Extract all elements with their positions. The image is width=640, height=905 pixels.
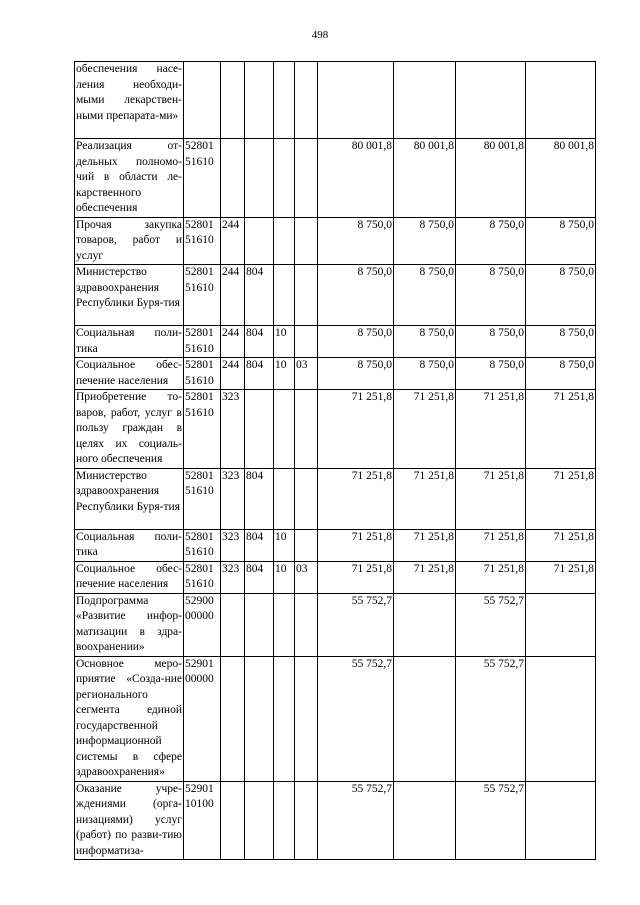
cell-sum-1: 71 251,8 — [318, 529, 394, 561]
cell-target-article: 52901 00000 — [184, 656, 221, 781]
cell-expense-type: 244 — [221, 326, 245, 358]
cell-name: Социальная поли-тика — [75, 326, 184, 358]
cell-sum-4 — [526, 656, 596, 781]
cell-administrator — [245, 139, 274, 218]
cell-sum-3 — [456, 62, 526, 139]
cell-section — [274, 390, 295, 469]
cell-expense-type: 244 — [221, 217, 245, 265]
cell-target-article: 52801 51610 — [184, 529, 221, 561]
cell-section — [274, 139, 295, 218]
cell-sum-1: 55 752,7 — [318, 593, 394, 656]
cell-sum-3: 71 251,8 — [456, 529, 526, 561]
cell-sum-1 — [318, 62, 394, 139]
table-row — [75, 656, 596, 781]
cell-sum-1: 80 001,8 — [318, 139, 394, 218]
cell-sum-3: 80 001,8 — [456, 139, 526, 218]
cell-administrator — [245, 390, 274, 469]
cell-target-article: 52801 51610 — [184, 139, 221, 218]
cell-sum-3: 55 752,7 — [456, 781, 526, 860]
cell-name: обеспечения насе-ления необходи-мыми лекарствен-ными препарата-ми» — [75, 62, 184, 139]
cell-section: 10 — [274, 358, 295, 390]
cell-sum-1: 71 251,8 — [318, 390, 394, 469]
cell-name: Реализация от-дельных полномо-чий в области ле-карственного обеспечения — [75, 139, 184, 218]
cell-sum-3: 55 752,7 — [456, 593, 526, 656]
table-row — [75, 217, 596, 265]
cell-expense-type: 244 — [221, 358, 245, 390]
cell-sum-2 — [394, 593, 456, 656]
cell-subsection — [295, 139, 318, 218]
table-row — [75, 468, 596, 529]
cell-target-article: 52801 51610 — [184, 561, 221, 593]
cell-sum-4: 8 750,0 — [526, 217, 596, 265]
cell-subsection: 03 — [295, 561, 318, 593]
cell-sum-2 — [394, 781, 456, 860]
cell-sum-1: 55 752,7 — [318, 781, 394, 860]
table-row — [75, 358, 596, 390]
table-row — [75, 139, 596, 218]
cell-sum-2 — [394, 62, 456, 139]
cell-administrator: 804 — [245, 561, 274, 593]
cell-sum-1: 55 752,7 — [318, 656, 394, 781]
cell-section — [274, 781, 295, 860]
cell-expense-type: 323 — [221, 468, 245, 529]
cell-sum-1: 8 750,0 — [318, 217, 394, 265]
cell-section: 10 — [274, 326, 295, 358]
cell-sum-2: 8 750,0 — [394, 358, 456, 390]
cell-sum-2: 71 251,8 — [394, 468, 456, 529]
cell-section: 10 — [274, 561, 295, 593]
cell-subsection — [295, 656, 318, 781]
cell-sum-2: 80 001,8 — [394, 139, 456, 218]
cell-administrator — [245, 62, 274, 139]
cell-subsection — [295, 390, 318, 469]
cell-section — [274, 217, 295, 265]
table-row — [75, 390, 596, 469]
cell-subsection — [295, 468, 318, 529]
cell-administrator — [245, 656, 274, 781]
cell-subsection — [295, 265, 318, 326]
cell-administrator — [245, 217, 274, 265]
cell-target-article: 52801 51610 — [184, 217, 221, 265]
cell-name: Приобретение то-варов, работ, услуг в пользу граждан в целях их социаль-ного обеспечения — [75, 390, 184, 469]
table-row — [75, 529, 596, 561]
page-number: 498 — [311, 29, 329, 41]
cell-subsection — [295, 62, 318, 139]
cell-name: Оказание учре-ждениями (орга-низациями) услуг (работ) по разви-тию информатиза- — [75, 781, 184, 860]
cell-sum-2: 71 251,8 — [394, 390, 456, 469]
cell-subsection: 03 — [295, 358, 318, 390]
cell-sum-3: 55 752,7 — [456, 656, 526, 781]
cell-sum-4: 71 251,8 — [526, 561, 596, 593]
cell-target-article: 52801 51610 — [184, 358, 221, 390]
cell-sum-1: 71 251,8 — [318, 468, 394, 529]
cell-subsection — [295, 217, 318, 265]
cell-sum-2: 8 750,0 — [394, 265, 456, 326]
cell-sum-1: 8 750,0 — [318, 326, 394, 358]
cell-sum-4: 8 750,0 — [526, 265, 596, 326]
cell-sum-2 — [394, 656, 456, 781]
cell-section — [274, 656, 295, 781]
cell-subsection — [295, 781, 318, 860]
table-row — [75, 593, 596, 656]
cell-name: Прочая закупка товаров, работ и услуг — [75, 217, 184, 265]
table-row — [75, 561, 596, 593]
cell-expense-type: 244 — [221, 265, 245, 326]
cell-administrator: 804 — [245, 468, 274, 529]
cell-name: Социальное обес-печение населения — [75, 561, 184, 593]
table-row — [75, 781, 596, 860]
cell-sum-4 — [526, 593, 596, 656]
cell-administrator: 804 — [245, 265, 274, 326]
cell-sum-3: 71 251,8 — [456, 561, 526, 593]
table-row — [75, 265, 596, 326]
cell-sum-3: 8 750,0 — [456, 326, 526, 358]
cell-sum-3: 71 251,8 — [456, 468, 526, 529]
cell-sum-3: 8 750,0 — [456, 217, 526, 265]
table-body — [75, 62, 596, 860]
cell-sum-3: 8 750,0 — [456, 265, 526, 326]
cell-sum-2: 71 251,8 — [394, 529, 456, 561]
cell-sum-2: 71 251,8 — [394, 561, 456, 593]
cell-sum-4: 71 251,8 — [526, 529, 596, 561]
cell-section: 10 — [274, 529, 295, 561]
cell-expense-type — [221, 139, 245, 218]
cell-name: Подпрограмма «Развитие инфор-матизации в здра-воохранении» — [75, 593, 184, 656]
cell-target-article: 52801 51610 — [184, 265, 221, 326]
cell-expense-type — [221, 62, 245, 139]
cell-administrator — [245, 593, 274, 656]
cell-expense-type: 323 — [221, 390, 245, 469]
table-row — [75, 62, 596, 139]
cell-sum-4 — [526, 62, 596, 139]
cell-sum-3: 8 750,0 — [456, 358, 526, 390]
cell-name: Основное меро-приятие «Созда-ние регионального сегмента единой государственной информационной системы в сфере здравоохранения» — [75, 656, 184, 781]
cell-name: Социальная поли-тика — [75, 529, 184, 561]
cell-target-article: 52801 51610 — [184, 468, 221, 529]
cell-target-article: 52801 51610 — [184, 326, 221, 358]
cell-section — [274, 593, 295, 656]
cell-target-article: 52801 51610 — [184, 390, 221, 469]
cell-sum-2: 8 750,0 — [394, 217, 456, 265]
cell-sum-1: 8 750,0 — [318, 265, 394, 326]
cell-section — [274, 62, 295, 139]
cell-sum-4: 71 251,8 — [526, 468, 596, 529]
budget-table — [74, 61, 596, 860]
cell-subsection — [295, 326, 318, 358]
cell-administrator: 804 — [245, 358, 274, 390]
cell-target-article: 52901 10100 — [184, 781, 221, 860]
cell-sum-4: 71 251,8 — [526, 390, 596, 469]
cell-expense-type — [221, 781, 245, 860]
cell-expense-type: 323 — [221, 529, 245, 561]
cell-expense-type — [221, 656, 245, 781]
cell-administrator: 804 — [245, 326, 274, 358]
cell-sum-1: 71 251,8 — [318, 561, 394, 593]
cell-name: Социальное обес-печение населения — [75, 358, 184, 390]
cell-target-article: 52900 00000 — [184, 593, 221, 656]
cell-name: Министерство здравоохранения Республики Буря-тия — [75, 265, 184, 326]
cell-expense-type: 323 — [221, 561, 245, 593]
table-row — [75, 326, 596, 358]
cell-administrator — [245, 781, 274, 860]
cell-subsection — [295, 529, 318, 561]
cell-sum-4: 8 750,0 — [526, 358, 596, 390]
cell-name: Министерство здравоохранения Республики Буря-тия — [75, 468, 184, 529]
cell-section — [274, 468, 295, 529]
cell-sum-1: 8 750,0 — [318, 358, 394, 390]
cell-administrator: 804 — [245, 529, 274, 561]
cell-expense-type — [221, 593, 245, 656]
cell-subsection — [295, 593, 318, 656]
cell-sum-4: 80 001,8 — [526, 139, 596, 218]
cell-sum-3: 71 251,8 — [456, 390, 526, 469]
cell-sum-2: 8 750,0 — [394, 326, 456, 358]
cell-section — [274, 265, 295, 326]
cell-target-article — [184, 62, 221, 139]
cell-sum-4: 8 750,0 — [526, 326, 596, 358]
cell-sum-4 — [526, 781, 596, 860]
